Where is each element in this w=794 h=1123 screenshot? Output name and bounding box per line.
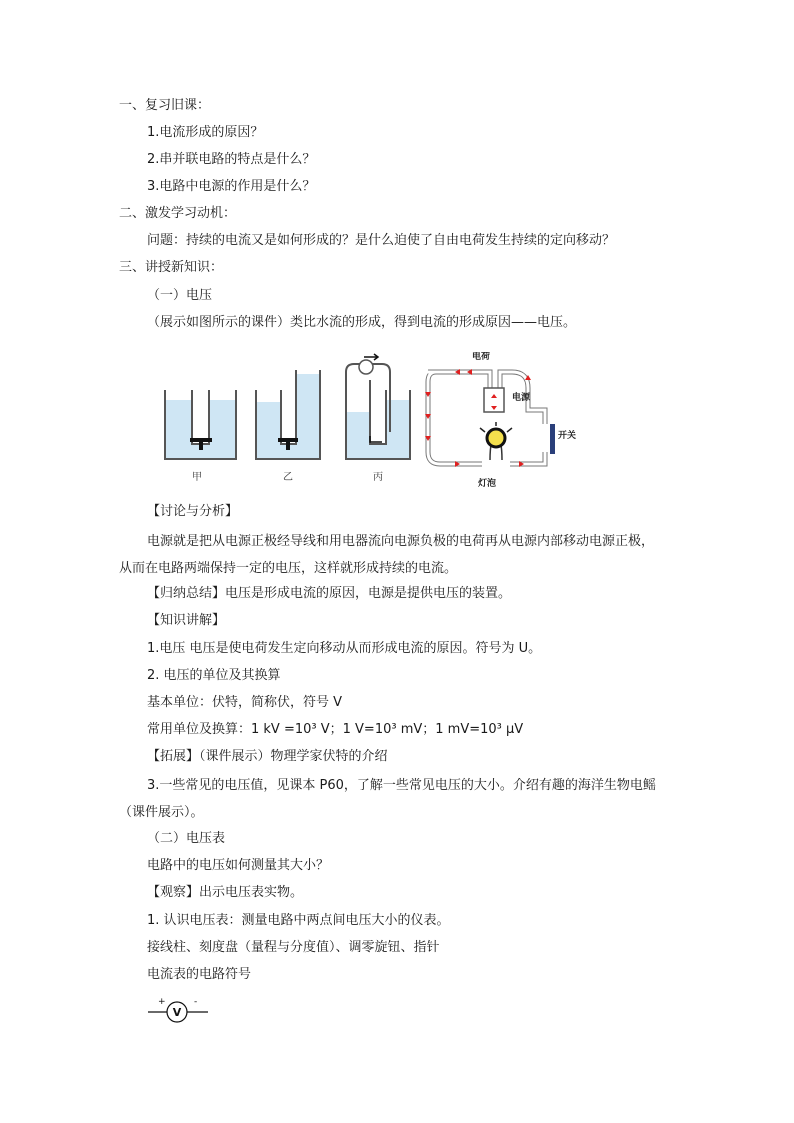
container-yi xyxy=(256,370,320,459)
review-question-2: 2.串并联电路的特点是什么？ xyxy=(147,152,316,167)
common-unit-text: 常用单位及换算：1 kV =10³ V；1 V=10³ mV；1 mV=10³ μV xyxy=(147,722,524,737)
motivation-question: 问题：持续的电流又是如何形成的？是什么迫使了自由电荷发生持续的定向移动？ xyxy=(147,233,616,248)
review-heading: 一、复习旧课： xyxy=(119,98,211,113)
teach-heading: 三、讲授新知识： xyxy=(119,260,224,275)
water-analogy-figure xyxy=(160,352,600,492)
label-source: 电源 xyxy=(512,393,531,403)
label-bulb: 灯泡 xyxy=(478,479,497,489)
label-switch-kai: 开关 xyxy=(558,431,577,441)
summary-text: 【归纳总结】电压是形成电流的原因，电源是提供电压的装置。 xyxy=(147,586,512,601)
label-bing: 丙 xyxy=(373,472,383,483)
symbol-title: 电流表的电路符号 xyxy=(147,967,252,982)
knowledge-title: 【知识讲解】 xyxy=(147,613,226,628)
symbol-plus: + xyxy=(158,997,166,1007)
review-question-3: 3.电路中电源的作用是什么？ xyxy=(147,179,316,194)
knowledge-point-2: 2. 电压的单位及其换算 xyxy=(147,668,281,683)
motivation-heading: 二、激发学习动机： xyxy=(119,206,237,221)
label-jia: 甲 xyxy=(192,472,202,483)
voltmeter-symbol xyxy=(148,995,212,1027)
discuss-body: 电源就是把从电源正极经导线和用电器流向电源负极的电荷再从电源内部移动电源正极，从而在电路两端保持一定的电压，这样就形成持续的电流。 xyxy=(119,534,655,576)
know-voltmeter-text: 1. 认识电压表：测量电路中两点间电压大小的仪表。 xyxy=(147,913,450,928)
knowledge-point-1: 1.电压 电压是使电荷发生定向移动从而形成电流的原因。符号为 U。 xyxy=(147,641,542,656)
symbol-minus: - xyxy=(194,997,198,1007)
review-question-1: 1.电流形成的原因？ xyxy=(147,125,264,140)
label-yi: 乙 xyxy=(283,472,293,483)
base-unit-text: 基本单位：伏特，简称伏，符号 V xyxy=(147,695,343,710)
section-voltmeter-title: （二）电压表 xyxy=(147,831,226,846)
circuit-diagram xyxy=(425,369,555,467)
symbol-letter: V xyxy=(172,1006,182,1019)
knowledge-point-3: 3.一些常见的电压值，见课本 P60，了解一些常见电压的大小。介绍有趣的海洋生物电鳐（课件展示）。 xyxy=(119,778,656,820)
container-bing xyxy=(346,354,410,459)
parts-text: 接线柱、刻度盘（量程与分度值）、调零旋钮、指针 xyxy=(147,940,440,955)
extend-text: 【拓展】（课件展示）物理学家伏特的介绍 xyxy=(147,749,388,764)
observe-text: 【观察】出示电压表实物。 xyxy=(147,885,304,900)
discuss-title: 【讨论与分析】 xyxy=(147,504,239,519)
measure-question: 电路中的电压如何测量其大小？ xyxy=(147,858,330,873)
section-voltage-title: （一）电压 xyxy=(147,288,213,303)
label-charge: 电荷 xyxy=(472,352,491,362)
demo-text: （展示如图所示的课件）类比水流的形成，得到电流的形成原因——电压。 xyxy=(147,315,577,330)
container-jia xyxy=(165,390,236,459)
